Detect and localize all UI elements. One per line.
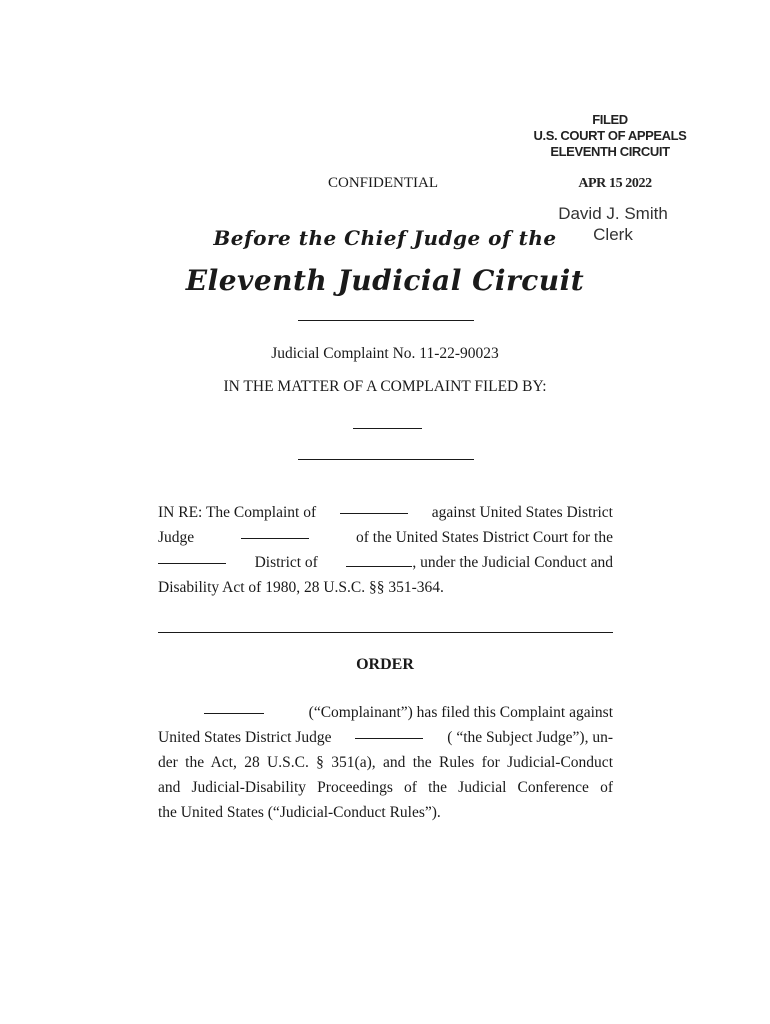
filed-stamp — [520, 112, 700, 160]
in-re-text: IN RE: The Complaint of — [158, 504, 317, 521]
in-re-line — [158, 525, 613, 550]
order-text: United States District Judge — [158, 729, 332, 746]
complainant-name-blank — [353, 428, 422, 429]
order-heading: ORDER — [356, 656, 414, 673]
stamp-date: APR 15 2022 — [578, 176, 652, 191]
confidential-label: CONFIDENTIAL — [328, 175, 438, 191]
order-text: (“Complainant”) has filed this Complaint against — [308, 704, 613, 721]
in-re-text: Disability Act of 1980, 28 U.S.C. §§ 351-364. — [158, 579, 444, 596]
redaction-blank — [204, 700, 264, 714]
clerk-name: David J. Smith — [558, 204, 668, 223]
case-divider — [298, 459, 474, 460]
stamp-filed: FILED — [592, 112, 628, 127]
in-re-text: against United States District — [431, 504, 613, 521]
order-text: ( “the Subject Judge”), un- — [447, 729, 613, 746]
order-text: the United States (“Judicial-Conduct Rules”). — [158, 804, 441, 821]
matter-line: IN THE MATTER OF A COMPLAINT FILED BY: — [223, 378, 547, 395]
stamp-circuit: ELEVENTH CIRCUIT — [550, 144, 670, 159]
in-re-text: Judge — [158, 529, 195, 546]
order-line — [158, 700, 613, 725]
order-paragraph — [158, 700, 613, 825]
complaint-number: Judicial Complaint No. 11-22-90023 — [271, 345, 499, 362]
in-re-text: District of — [254, 554, 318, 571]
in-re-text: , under the Judicial Conduct and — [412, 554, 613, 571]
stamp-court: U.S. COURT OF APPEALS — [533, 128, 687, 143]
redaction-blank — [340, 500, 408, 514]
in-re-line — [158, 550, 613, 575]
order-text: and Judicial-Disability Proceedings of the Judicial Conference of — [158, 779, 613, 796]
in-re-paragraph — [158, 500, 613, 600]
order-text: der the Act, 28 U.S.C. § 351(a), and the Rules for Judicial-Conduct — [158, 754, 613, 771]
redaction-blank — [158, 550, 226, 564]
heading-divider — [298, 320, 474, 321]
court-heading-line1: Before the Chief Judge of the — [213, 226, 557, 250]
section-divider — [158, 632, 613, 633]
court-heading-line2: Eleventh Judicial Circuit — [185, 264, 585, 297]
in-re-line — [158, 500, 613, 525]
redaction-blank — [346, 553, 412, 567]
redaction-blank — [355, 725, 423, 739]
redaction-blank — [241, 525, 309, 539]
order-line — [158, 725, 613, 750]
in-re-text-group — [346, 550, 613, 575]
clerk-title: Clerk — [593, 225, 633, 244]
in-re-text: of the United States District Court for the — [355, 529, 613, 546]
